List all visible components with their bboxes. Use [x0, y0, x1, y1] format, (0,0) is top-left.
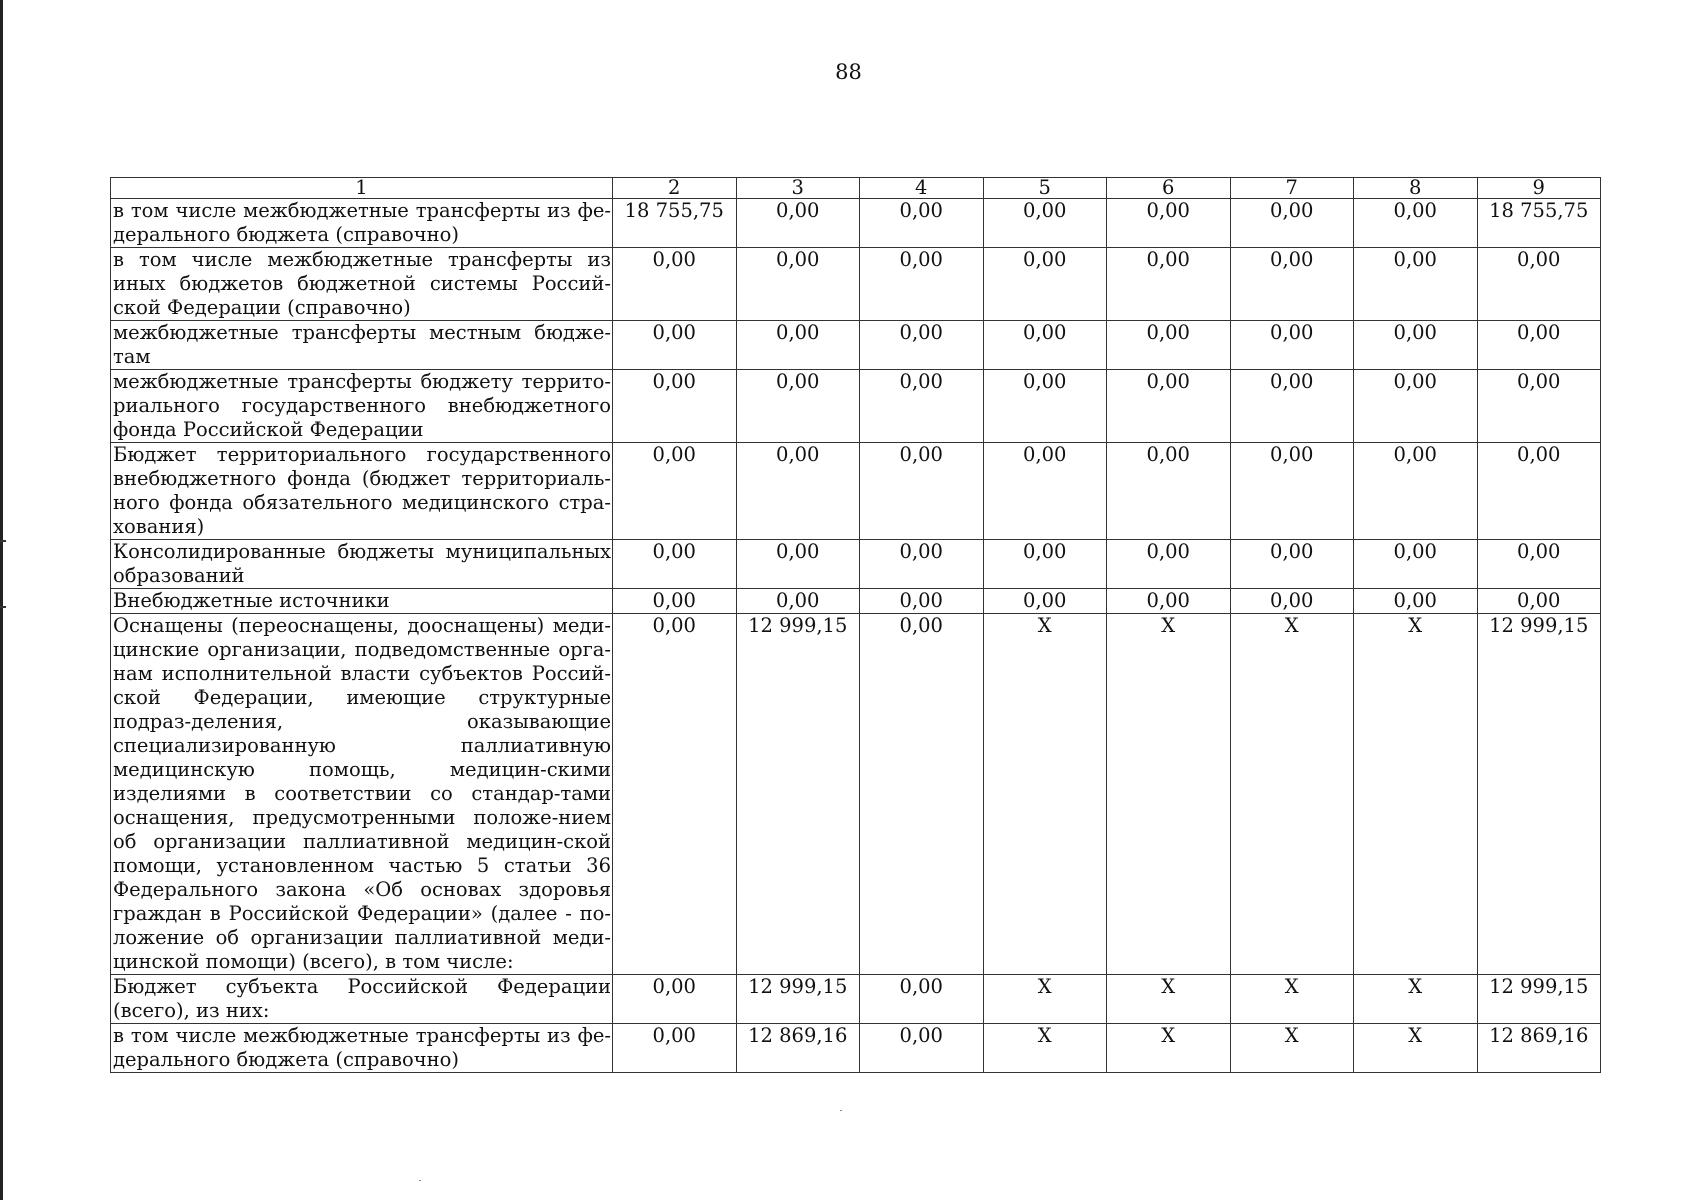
table-cell: 0,00 [736, 443, 860, 540]
table-cell: 0,00 [736, 321, 860, 370]
table-cell: X [1354, 1024, 1478, 1073]
row-label: в том числе межбюджетные трансферты из фе-дерального бюджета (справочно) [111, 199, 613, 248]
table-cell: 0,00 [860, 614, 984, 975]
table-cell: 0,00 [1230, 248, 1354, 321]
table-cell: 0,00 [983, 443, 1107, 540]
budget-table [110, 177, 1601, 1073]
table-cell: 0,00 [860, 1024, 984, 1073]
table-cell: 0,00 [1107, 589, 1231, 614]
table-cell: X [1230, 1024, 1354, 1073]
table-row [111, 1024, 1601, 1073]
table-cell: 12 869,16 [1477, 1024, 1601, 1073]
table-row [111, 614, 1601, 975]
table-cell: 0,00 [983, 321, 1107, 370]
table-row [111, 589, 1601, 614]
table-cell: X [1107, 1024, 1231, 1073]
table-cell: 0,00 [613, 248, 737, 321]
scan-edge-tick [0, 606, 6, 608]
table-cell: 0,00 [983, 589, 1107, 614]
table-cell: 0,00 [1230, 443, 1354, 540]
row-label: Внебюджетные источники [111, 589, 613, 614]
scan-speck [419, 1180, 421, 1181]
table-row [111, 370, 1601, 443]
scan-speck [840, 1110, 842, 1111]
table-cell: 12 869,16 [736, 1024, 860, 1073]
table-row [111, 540, 1601, 589]
column-header: 1 [111, 178, 613, 199]
scan-edge-tick [0, 540, 6, 542]
table-cell: 0,00 [736, 248, 860, 321]
page-number: 88 [835, 60, 862, 84]
row-label: Консолидированные бюджеты муниципальных образований [111, 540, 613, 589]
table-cell: 0,00 [860, 443, 984, 540]
table-cell: 0,00 [860, 321, 984, 370]
table-cell: 0,00 [613, 370, 737, 443]
table-cell: 0,00 [1230, 540, 1354, 589]
row-label: межбюджетные трансферты бюджету террито-риального государственного внебюджетного фонда Российской Федерации [111, 370, 613, 443]
table-cell: 12 999,15 [736, 614, 860, 975]
table-cell: 0,00 [736, 589, 860, 614]
table-cell: 0,00 [1354, 589, 1478, 614]
table-cell: 12 999,15 [1477, 614, 1601, 975]
table-cell: 0,00 [1107, 321, 1231, 370]
table-row [111, 443, 1601, 540]
table-header-row [111, 178, 1601, 199]
table-cell: 18 755,75 [1477, 199, 1601, 248]
row-label: Бюджет субъекта Российской Федерации (всего), из них: [111, 975, 613, 1024]
table-cell: 0,00 [860, 540, 984, 589]
table-cell: 18 755,75 [613, 199, 737, 248]
column-header: 9 [1477, 178, 1601, 199]
table-cell: X [983, 1024, 1107, 1073]
table-cell: 0,00 [983, 370, 1107, 443]
column-header: 7 [1230, 178, 1354, 199]
table-cell: 0,00 [983, 248, 1107, 321]
column-header: 6 [1107, 178, 1231, 199]
row-label: в том числе межбюджетные трансферты из иных бюджетов бюджетной системы Россий-ской Федерации (справочно) [111, 248, 613, 321]
table-cell: X [983, 975, 1107, 1024]
table-cell: 0,00 [613, 614, 737, 975]
row-label: в том числе межбюджетные трансферты из фе-дерального бюджета (справочно) [111, 1024, 613, 1073]
table-cell: 0,00 [1107, 540, 1231, 589]
table-cell: 0,00 [1230, 321, 1354, 370]
row-label: Бюджет территориального государственного внебюджетного фонда (бюджет территориаль-ного фонда обязательного медицинского стра-хования) [111, 443, 613, 540]
table-cell: 0,00 [1477, 589, 1601, 614]
column-header: 2 [613, 178, 737, 199]
table-cell: X [1230, 975, 1354, 1024]
table-cell: 0,00 [1354, 370, 1478, 443]
table-row [111, 199, 1601, 248]
table-cell: X [1354, 614, 1478, 975]
table-cell: 0,00 [860, 589, 984, 614]
table-cell: X [1107, 614, 1231, 975]
table-cell: 0,00 [1230, 199, 1354, 248]
table-cell: 0,00 [860, 370, 984, 443]
table-cell: 0,00 [736, 199, 860, 248]
scan-edge-mark [0, 0, 3, 1200]
table-cell: 0,00 [983, 540, 1107, 589]
table-cell: 0,00 [1354, 248, 1478, 321]
table-cell: 0,00 [1354, 199, 1478, 248]
table-cell: 0,00 [613, 321, 737, 370]
table-cell: 0,00 [1107, 248, 1231, 321]
table-cell: 0,00 [613, 589, 737, 614]
table-cell: 0,00 [613, 1024, 737, 1073]
column-header: 4 [860, 178, 984, 199]
table-cell: 0,00 [1107, 370, 1231, 443]
table-row [111, 975, 1601, 1024]
row-label: межбюджетные трансферты местным бюдже-там [111, 321, 613, 370]
table-cell: 0,00 [1477, 540, 1601, 589]
table-cell: 0,00 [736, 540, 860, 589]
table-cell: 0,00 [1107, 199, 1231, 248]
table-cell: 12 999,15 [1477, 975, 1601, 1024]
table-cell: 0,00 [983, 199, 1107, 248]
table-cell: 12 999,15 [736, 975, 860, 1024]
table-cell: 0,00 [1477, 443, 1601, 540]
table-row [111, 321, 1601, 370]
table-cell: X [983, 614, 1107, 975]
table-cell: 0,00 [860, 975, 984, 1024]
table-cell: 0,00 [1477, 248, 1601, 321]
table-cell: 0,00 [613, 975, 737, 1024]
row-label: Оснащены (переоснащены, дооснащены) меди-цинские организации, подведомственные орга-нам исполнительной власти субъектов Россий-ской Федерации, имеющие структурные подраз-деления, оказывающие специализированную паллиативную медицинскую помощь, медицин-скими изделиями в соответствии со стандар-тами оснащения, предусмотренными положе-нием об организации паллиативной медицин-ской помощи, установленном частью 5 статьи 36 Федерального закона «Об основах здоровья граждан в Российской Федерации» (далее - по-ложение об организации паллиативной меди-цинской помощи) (всего), в том числе: [111, 614, 613, 975]
table-cell: 0,00 [1230, 589, 1354, 614]
table-cell: 0,00 [736, 370, 860, 443]
table-cell: 0,00 [1477, 370, 1601, 443]
table-cell: 0,00 [613, 443, 737, 540]
table-cell: 0,00 [1354, 540, 1478, 589]
table-cell: 0,00 [1107, 443, 1231, 540]
table-cell: 0,00 [860, 248, 984, 321]
table-cell: 0,00 [1230, 370, 1354, 443]
table-cell: X [1107, 975, 1231, 1024]
table-cell: X [1230, 614, 1354, 975]
column-header: 3 [736, 178, 860, 199]
table-cell: 0,00 [860, 199, 984, 248]
table-cell: 0,00 [1354, 321, 1478, 370]
table-cell: 0,00 [613, 540, 737, 589]
table-cell: X [1354, 975, 1478, 1024]
column-header: 5 [983, 178, 1107, 199]
column-header: 8 [1354, 178, 1478, 199]
table-cell: 0,00 [1477, 321, 1601, 370]
table-row [111, 248, 1601, 321]
table-cell: 0,00 [1354, 443, 1478, 540]
